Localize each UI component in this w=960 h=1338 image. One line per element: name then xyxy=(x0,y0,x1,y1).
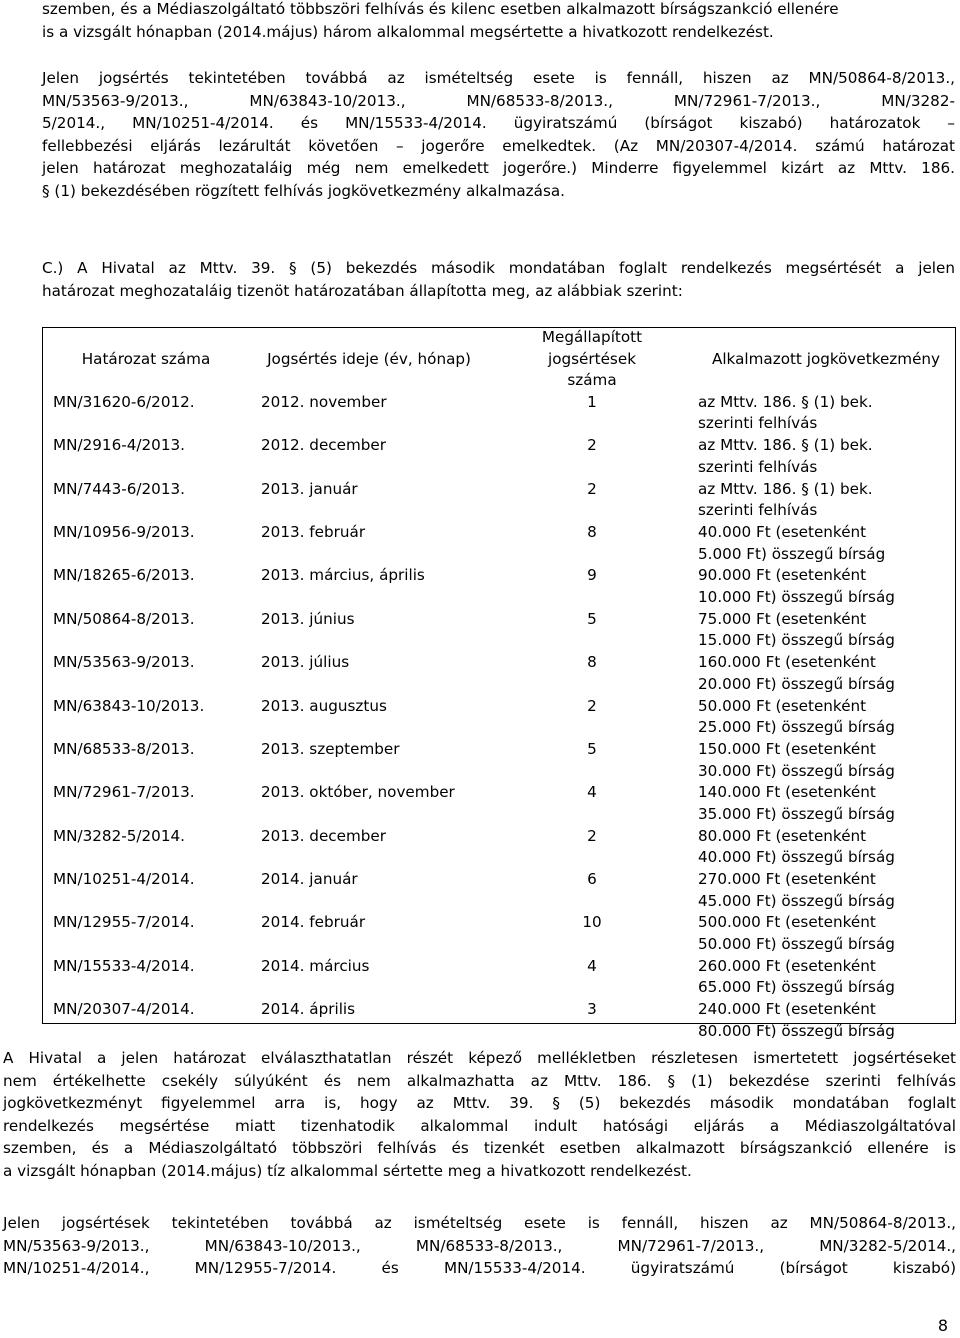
violation-period-cell: 2013. február xyxy=(261,522,366,541)
violation-period-cell: 2013. szeptember xyxy=(261,739,400,758)
table-row xyxy=(42,912,956,955)
decision-number-cell: MN/15533-4/2014. xyxy=(53,956,195,975)
decision-number-cell: MN/10956-9/2013. xyxy=(53,522,195,541)
violation-period-cell: 2014. április xyxy=(261,1000,356,1019)
table-row xyxy=(42,392,956,435)
violation-count-cell: 3 xyxy=(587,1000,597,1019)
violation-count-cell: 2 xyxy=(587,826,597,845)
violation-period-cell: 2013. június xyxy=(261,609,355,628)
text-line: határozat meghozataláig tizenöt határozatában állapította meg, az alábbiak szerint: xyxy=(42,281,683,300)
text-line: MN/53563-9/2013., MN/63843-10/2013., MN/68533-8/2013., MN/72961-7/2013., MN/3282- xyxy=(42,91,955,110)
violation-count-cell: 4 xyxy=(587,783,597,802)
text-line: is a vizsgált hónapban (2014.május) három alkalommal megsértette a hivatkozott rendelkezést. xyxy=(42,22,774,41)
violation-period-cell: 2012. november xyxy=(261,392,387,411)
violation-count-cell: 8 xyxy=(587,522,597,541)
violation-period-cell: 2014. január xyxy=(261,870,358,889)
violation-period-cell: 2014. március xyxy=(261,956,370,975)
decision-number-cell: MN/68533-8/2013. xyxy=(53,739,195,758)
paragraph-section-c xyxy=(42,257,955,302)
decision-number-cell: MN/3282-5/2014. xyxy=(53,826,185,845)
text-line: jogkövetkezményt figyelemmel arra is, hogy az Mttv. 39. § (5) bekezdés második mondatában foglalt xyxy=(3,1094,956,1112)
violation-count-cell: 1 xyxy=(587,392,597,411)
table-row xyxy=(42,782,956,825)
text-line: a vizsgált hónapban (2014.május) tíz alkalommal sértette meg a hivatkozott rendelkezést. xyxy=(3,1161,692,1180)
sanction-cell: 50.000 Ft (esetenként 25.000 Ft) összegű bírság xyxy=(698,696,895,737)
paragraph-repetition xyxy=(42,67,955,202)
sanction-cell: 80.000 Ft (esetenként 40.000 Ft) összegű bírság xyxy=(698,826,895,867)
violation-count-cell: 10 xyxy=(582,913,602,932)
sanction-cell: 500.000 Ft (esetenként 50.000 Ft) összegű bírság xyxy=(698,913,895,954)
text-line: Jelen jogsértések tekintetében továbbá az ismételtség esete is fennáll, hiszen az MN/50864-8/2013., xyxy=(3,1214,956,1232)
decision-number-cell: MN/2916-4/2013. xyxy=(53,436,185,455)
table-row xyxy=(42,652,956,695)
sanction-cell: az Mttv. 186. § (1) bek. szerinti felhívás xyxy=(698,392,873,433)
violation-count-cell: 5 xyxy=(587,609,597,628)
text-line: MN/53563-9/2013., MN/63843-10/2013., MN/68533-8/2013., MN/72961-7/2013., MN/3282-5/2014., xyxy=(3,1236,956,1255)
violation-count-cell: 8 xyxy=(587,653,597,672)
sanction-cell: 260.000 Ft (esetenként 65.000 Ft) összegű bírság xyxy=(698,956,895,997)
violation-count-cell: 2 xyxy=(587,479,597,498)
sanction-cell: 140.000 Ft (esetenként 35.000 Ft) összegű bírság xyxy=(698,783,895,823)
violation-period-cell: 2014. február xyxy=(261,913,366,932)
text-line: Jelen jogsértés tekintetében továbbá az ismételtség esete is fennáll, hiszen az MN/50864-8/2013., xyxy=(42,69,955,87)
violation-count-cell: 2 xyxy=(587,696,597,715)
table-header-row xyxy=(42,327,956,392)
paragraph-intro xyxy=(42,0,955,43)
text-line: szemben, és a Médiaszolgáltató többszöri felhívás és tizenkét esetben alkalmazott bírságszankció ellenére is xyxy=(3,1139,956,1157)
decision-number-cell: MN/10251-4/2014. xyxy=(53,870,195,889)
header-violation-count: Megállapított jogsértések száma xyxy=(541,328,643,390)
sanction-cell: 240.000 Ft (esetenként 80.000 Ft) összegű bírság xyxy=(698,1000,895,1040)
header-sanction: Alkalmazott jogkövetkezmény xyxy=(711,349,941,368)
paragraph-assessment xyxy=(3,1047,956,1182)
header-violation-period: Jogsértés ideje (év, hónap) xyxy=(267,349,471,368)
decision-number-cell: MN/53563-9/2013. xyxy=(53,653,195,672)
sanction-cell: az Mttv. 186. § (1) bek. szerinti felhívás xyxy=(698,479,873,520)
text-line: szemben, és a Médiaszolgáltató többszöri felhívás és kilenc esetben alkalmazott bírságszankció ellenére xyxy=(42,0,839,18)
text-line: fellebbezési eljárás lezárultát követően – jogerőre emelkedtek. (Az MN/20307-4/2014. számú határozat xyxy=(42,136,955,155)
table-row xyxy=(42,739,956,782)
decision-number-cell: MN/63843-10/2013. xyxy=(53,696,205,715)
violation-period-cell: 2013. március, április xyxy=(261,566,425,585)
violation-count-cell: 4 xyxy=(587,956,597,975)
decision-number-cell: MN/50864-8/2013. xyxy=(53,609,195,628)
table-row xyxy=(42,999,956,1042)
violation-count-cell: 5 xyxy=(587,739,597,758)
violation-period-cell: 2013. január xyxy=(261,479,358,498)
text-line: MN/10251-4/2014., MN/12955-7/2014. és MN/15533-4/2014. ügyiratszámú (bírságot kiszabó) xyxy=(3,1259,956,1277)
table-row xyxy=(42,826,956,869)
text-line: nem értékelhette csekély súlyúként és nem alkalmazhatta az Mttv. 186. § (1) bekezdése szerinti felhívás xyxy=(3,1071,956,1090)
table-row xyxy=(42,435,956,478)
violation-count-cell: 9 xyxy=(587,566,597,585)
sanction-cell: 160.000 Ft (esetenként 20.000 Ft) összegű bírság xyxy=(698,653,895,693)
violations-table xyxy=(42,327,956,1043)
paragraph-repetition-2 xyxy=(3,1212,956,1280)
violation-period-cell: 2012. december xyxy=(261,436,387,455)
table-row xyxy=(42,696,956,739)
page-number: 8 xyxy=(937,1316,948,1335)
table-row xyxy=(42,565,956,608)
text-line: A Hivatal a jelen határozat elválaszthatatlan részét képező mellékletben részletesen ismertetett jogsértéseket xyxy=(3,1049,956,1067)
sanction-cell: 40.000 Ft (esetenként 5.000 Ft) összegű bírság xyxy=(698,522,886,563)
sanction-cell: 75.000 Ft (esetenként 15.000 Ft) összegű bírság xyxy=(698,609,895,650)
sanction-cell: 270.000 Ft (esetenként 45.000 Ft) összegű bírság xyxy=(698,870,895,910)
text-line: C.) A Hivatal az Mttv. 39. § (5) bekezdés második mondatában foglalt rendelkezés megsértését a jelen xyxy=(42,259,955,277)
table-row xyxy=(42,869,956,912)
table-row xyxy=(42,522,956,565)
violation-period-cell: 2013. július xyxy=(261,653,350,672)
sanction-cell: 150.000 Ft (esetenként 30.000 Ft) összegű bírság xyxy=(698,739,895,780)
text-line: 5/2014., MN/10251-4/2014. és MN/15533-4/2014. ügyiratszámú (bírságot kiszabó) határozatok – xyxy=(42,114,955,132)
decision-number-cell: MN/7443-6/2013. xyxy=(53,479,185,498)
decision-number-cell: MN/20307-4/2014. xyxy=(53,1000,195,1019)
decision-number-cell: MN/31620-6/2012. xyxy=(53,392,195,411)
text-line: § (1) bekezdésében rögzített felhívás jogkövetkezmény alkalmazása. xyxy=(42,181,565,200)
violation-period-cell: 2013. augusztus xyxy=(261,696,387,715)
sanction-cell: az Mttv. 186. § (1) bek. szerinti felhívás xyxy=(698,436,873,476)
violation-count-cell: 6 xyxy=(587,870,597,889)
text-line: jelen határozat meghozataláig még nem emelkedett jogerőre.) Minderre figyelemmel kizárt az Mttv. 186. xyxy=(42,159,955,177)
table-row xyxy=(42,956,956,999)
sanction-cell: 90.000 Ft (esetenként 10.000 Ft) összegű bírság xyxy=(698,566,895,606)
violation-count-cell: 2 xyxy=(587,436,597,455)
table-row xyxy=(42,609,956,652)
decision-number-cell: MN/72961-7/2013. xyxy=(53,783,195,802)
decision-number-cell: MN/12955-7/2014. xyxy=(53,913,195,932)
decision-number-cell: MN/18265-6/2013. xyxy=(53,566,195,585)
text-line: rendelkezés megsértése miatt tizenhatodik alkalommal indult hatósági eljárás a Médiaszolgáltatóval xyxy=(3,1116,956,1135)
table-row xyxy=(42,479,956,522)
header-decision-number: Határozat száma xyxy=(81,349,211,368)
violation-period-cell: 2013. december xyxy=(261,826,387,845)
violation-period-cell: 2013. október, november xyxy=(261,783,455,802)
